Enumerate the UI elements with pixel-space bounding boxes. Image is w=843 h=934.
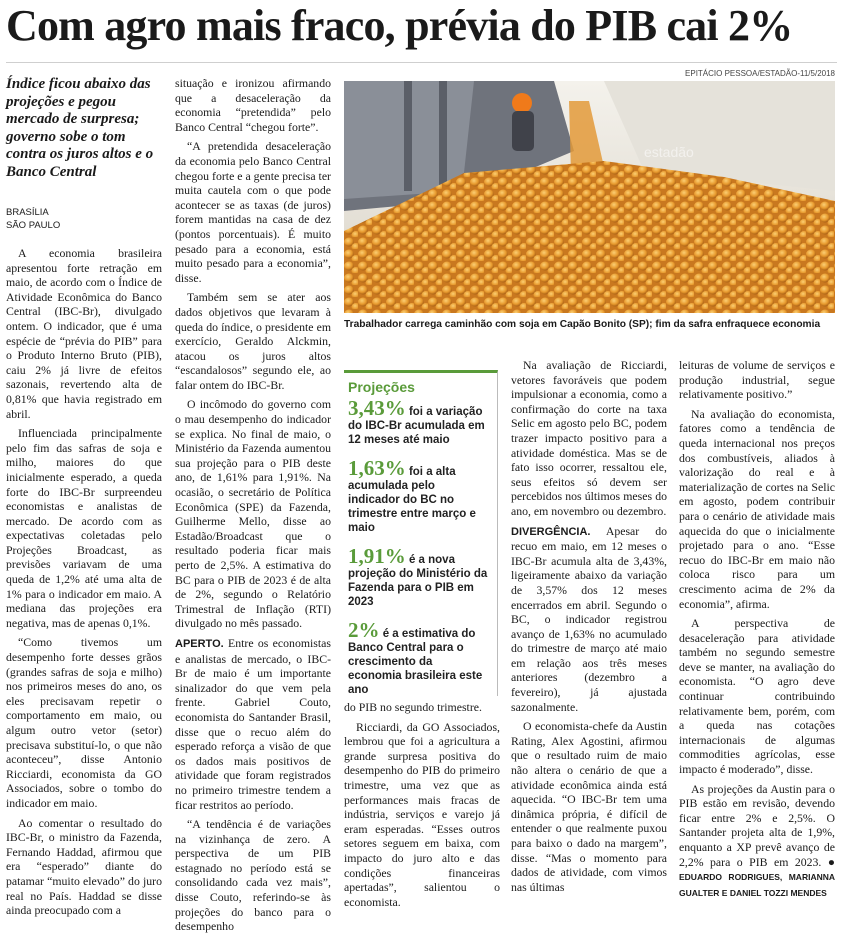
projection-value: 1,63%: [348, 456, 406, 480]
projections-box: [344, 370, 498, 696]
projection-value: 1,91%: [348, 544, 406, 568]
truck-rail: [404, 81, 412, 191]
projection-text: é a nova projeção do Ministério da Fazenda para o PIB em 2023: [348, 554, 488, 608]
paragraph: situação e ironizou afirmando que a desaceleração da economia “pretendida” pelo Banco Central “chegou forte”.: [175, 76, 331, 134]
article-column-3: [344, 700, 500, 909]
bullet-icon: ●: [827, 854, 835, 869]
paragraph: Na avaliação de Ricciardi, vetores favoráveis que podem impulsionar a economia, como a confirmação do corte na taxa Selic em agosto pelo BC, podem trazer impacto positivo para a atividade doméstica. Mas se de fato isso ocorrer, ressaltou ele, seus efeitos só devem ser percebidos nos últimos meses do ano, em novembro ou dezembro.: [511, 358, 667, 518]
dateline: [6, 206, 162, 234]
paragraph: Ricciardi, da GO Associados, lembrou que foi a agricultura a grande surpresa positiva do desempenho do PIB do primeiro trimestre, uma vez que as performances mais fracas de indústria, serviços e varejo já eram esperadas. “Esses outros setores seguem em baixa, com impacto do juro alto e das condições financeiras apertadas”, salientou o economista.: [344, 719, 500, 909]
soybean-truck-illustration: [344, 81, 835, 313]
paragraph: O incômodo do governo com o mau desempenho do indicador se explica. No final de maio, o Ministério da Fazenda aumentou sua projeção para o PIB deste ano, de 1,61% para 1,91%. Na ocasião, o secretário de Política Econômica (SPE) da Fazenda, Guilherme Mello, disse ao Estadão/Broadcast que o resultado poderia ficar mais perto de 2,5%. A estimativa do BC para o PIB de 2023 é de alta de 2%, segundo o Relatório Trimestral de Inflação (RTI) divulgado no mês passado.: [175, 397, 331, 631]
paragraph: “A pretendida desaceleração da economia pelo Banco Central chegou forte e a gente precisa ter muita cautela com o que pode acontecer se as taxas (de juros) forem mantidas na casa de dez (pontos porcentuais). É muito pesado para a economia, está muito pesado para a economia”, disse.: [175, 139, 331, 285]
projection-text: foi a variação do IBC-Br acumulada em 12 meses até maio: [348, 406, 485, 446]
projection-value: 3,43%: [348, 396, 406, 420]
paragraph: Na avaliação do economista, fatores como a tendência de queda internacional nos preços dos combustíveis, aliados à valorização do real e à materialização de cortes na Selic em agosto, podem contribuir para o cenário de atividade mais aquecida do que o inicialmente projetado para o ano. “Esse recuo do IBC-Br em maio não coloca risco para um crescimento acima de 2% da economia”, afirma.: [679, 406, 835, 611]
projection-item: [348, 396, 489, 447]
byline: EDUARDO RODRIGUES, MARIANNA GUALTER E DANIEL TOZZI MENDES: [679, 872, 835, 898]
projection-item: [348, 544, 489, 609]
photo-caption: Trabalhador carrega caminhão com soja em Capão Bonito (SP); fim da safra enfraquece economia: [344, 319, 821, 330]
truck-rail: [439, 81, 447, 186]
dateline-city: SÃO PAULO: [6, 220, 61, 231]
paragraph: Ao comentar o resultado do IBC-Br, o ministro da Fazenda, Fernando Haddad, afirmou que era “esperado” diante do patamar “muito elevado” do juro real no País. Haddad se disse ainda preocupado com a: [6, 815, 162, 918]
article-column-4: [511, 358, 667, 894]
article-column-1: [6, 246, 162, 918]
paragraph: O economista-chefe da Austin Rating, Alex Agostini, afirmou que o resultado ruim de maio não altera o cenário de que a atividade econômica ainda está aquecida. “O IBC-Br tem uma dinâmica própria, é difícil de entender o que realmente puxou para baixo o dado na margem”, disse. “Mas o momento para dados de atividade, com vimos nas últimas: [511, 719, 667, 894]
projection-text: foi a alta acumulada pelo indicador do BC no trimestre entre março e maio: [348, 466, 476, 534]
paragraph: leituras de volume de serviços e produção industrial, segue relativamente positivo.”: [679, 358, 835, 402]
paragraph-text: As projeções da Austin para o PIB estão em revisão, devendo ficar entre 2% e 2,5%. O Santander projeta alta de 1,9%, enquanto a XP prevê avanço de 2,2% para o PIB em 2023.: [679, 781, 835, 869]
section-kicker: DIVERGÊNCIA.: [511, 525, 591, 538]
headline-rule: [6, 62, 837, 63]
paragraph: A economia brasileira apresentou forte retração em maio, de acordo com o Índice de Atividade Econômica do Banco Central (IBC-Br), divulgado ontem. O indicador, que é uma espécie de “prévia do PIB” para o Produto Interno Bruto (PIB), caiu 2% já livre de efeitos sazonais, revertendo alta de 0,81% que havia registrado em abril.: [6, 246, 162, 421]
paragraph: A perspectiva de desaceleração para atividade também no segundo semestre deve se manter, na avaliação do economista. “O agro deve continuar contribuindo relativamente bem, porém, com a queda nas cotações internacionais de algumas commodities agrícolas, esse impacto é moderado”, disse.: [679, 616, 835, 777]
paragraph: Influenciada principalmente pelo fim das safras de soja e milho, maiores do que inicialmente esperado, a queda forte do IBC-Br surpreendeu economistas e analistas de mercado. De acordo com as expectativas coletadas pelo Projeções Broadcast, as previsões variavam de uma queda de 1,2% até uma alta de 1% para o indicador em maio. A mediana das projeções era negativa, mas de apenas 0,1%.: [6, 426, 162, 630]
paragraph: [511, 524, 667, 715]
article-column-2: [175, 76, 331, 934]
paragraph: [175, 636, 331, 812]
headline: Com agro mais fraco, prévia do PIB cai 2%: [6, 1, 793, 50]
paragraph: [679, 782, 835, 901]
dateline-city: BRASÍLIA: [6, 207, 49, 218]
worker-body: [512, 111, 534, 151]
paragraph: “A tendência é de variações na vizinhança de zero. A perspectiva de um PIB estagnado no período está se consolidando cada vez mais”, disse Couto, referindo-se às projeções do banco para o desempenho: [175, 817, 331, 934]
photo-credit: EPITÁCIO PESSOA/ESTADÃO-11/5/2018: [685, 69, 835, 78]
photo-watermark: estadão: [644, 144, 694, 160]
paragraph-text: Entre os economistas e analistas de mercado, o IBC-Br de maio é um importante sinalizador do que vem pela frente. Gabriel Couto, economista do Santander Brasil, disse que o recuo além do esperado reforça a visão de que os dados mais positivos de atividade que foram registrados no primeiro trimestre tendem a ficar restritos ao período.: [175, 635, 331, 812]
projection-item: [348, 618, 489, 697]
projection-value: 2%: [348, 618, 380, 642]
paragraph-text: Apesar do recuo em maio, em 12 meses o IBC-Br acumula alta de 3,43%, ligeiramente abaixo da variação de 3,57% dos 12 meses encerrados em abril. Segundo o BC, o indicador registrou avanço de 1,63% no acumulado do trimestre de março até maio em relação aos três meses anteriores (dezembro a fevereiro), já ajustada sazonalmente.: [511, 523, 667, 714]
projection-item: [348, 456, 489, 535]
article-column-5: [679, 358, 835, 898]
news-photo: [344, 81, 835, 313]
paragraph: “Como tivemos um desempenho forte desses grãos (grandes safras de soja e milho) nos primeiros meses do ano, os eles precisavam repetir o comportamento em maio, ou algum outro vetor (setor) precisava substituí-lo, o que não aconteceu”, disse Antonio Ricciardi, economista da GO Associados, sobre o tombo do indicador em maio.: [6, 635, 162, 810]
paragraph: Também sem se ater aos dados objetivos que levaram à queda do índice, o presidente em exercício, Geraldo Alckmin, atacou os juros altos “escandalosos” segundo ele, ao falar ontem do IBC-Br.: [175, 290, 331, 392]
projection-text: é a estimativa do Banco Central para o crescimento da economia brasileira este ano: [348, 628, 483, 696]
paragraph: do PIB no segundo trimestre.: [344, 700, 482, 714]
section-kicker: APERTO.: [175, 637, 224, 650]
subheadline: Índice ficou abaixo das projeções e pegou mercado de surpresa; governo sobe o tom contra os juros altos e o Banco Central: [6, 76, 154, 180]
projections-title: Projeções: [348, 379, 415, 395]
worker-helmet: [512, 93, 532, 113]
